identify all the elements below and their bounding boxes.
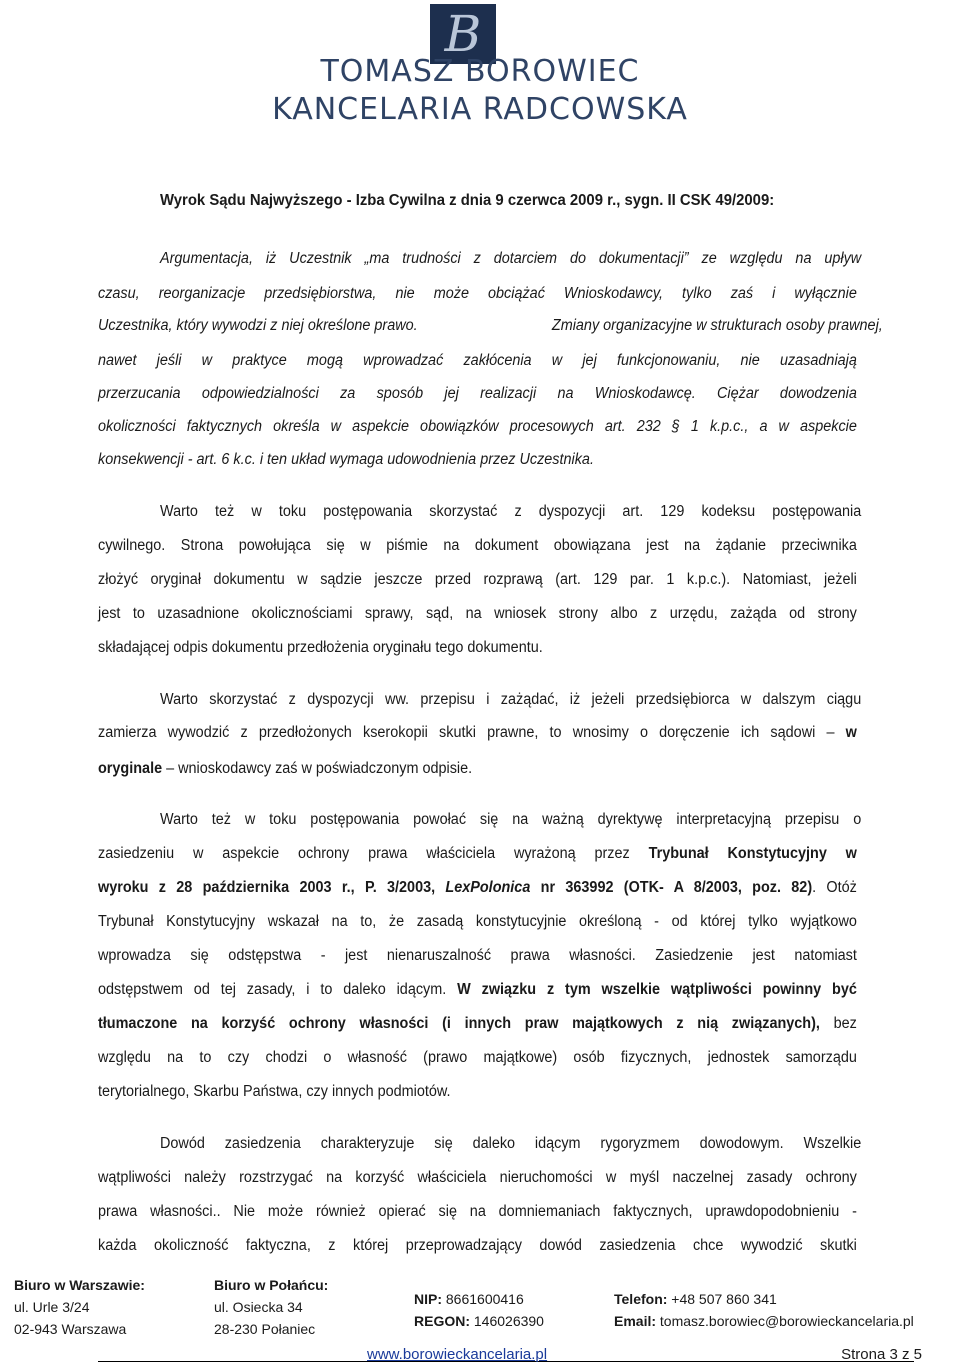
paragraph-line <box>98 842 857 866</box>
paragraph-line: Dowód zasiedzenia charakteryzuje się daleko idącym rygoryzmem dowodowym. Wszelkie <box>160 1135 862 1152</box>
footer-office-title: Biuro w Warszawie: <box>14 1277 145 1293</box>
page-number: Strona 3 z 5 <box>841 1346 922 1363</box>
logo-firm-name: TOMASZ BOROWIEC <box>320 54 640 89</box>
logo-monogram-letter: B <box>444 5 482 63</box>
text-run: . Otóż <box>812 879 857 896</box>
paragraph-line: wprowadza się odstępstwa - jest nienaruszalność prawa własności. Zasiedzenie jest natomiast <box>98 947 857 964</box>
footer-phone-label: Telefon: <box>614 1291 668 1307</box>
footer-regon <box>414 1310 544 1332</box>
paragraph-line: Warto skorzystać z dyspozycji ww. przepisu i zażądać, iż jeżeli przedsiębiorca w dalszym ciągu <box>160 691 862 708</box>
paragraph-line: konsekwencji - art. 6 k.c. i ten układ wymaga udowodnienia przez Uczestnika. <box>98 451 594 468</box>
footer-office-warszawa <box>14 1274 145 1340</box>
logo-firm-type: KANCELARIA RADCOWSKA <box>272 92 688 127</box>
paragraph-line: wątpliwości należy rozstrzygać na korzyść właściciela nieruchomości w myśl naczelnej zasady ochrony <box>98 1169 857 1186</box>
paragraph-line: Warto też w toku postępowania skorzystać z dyspozycji art. 129 kodeksu postępowania <box>160 503 862 520</box>
header-logo <box>0 0 960 135</box>
paragraph-line: każda okoliczność faktyczna, z której przeprowadzający dowód zasiedzenia chce wywodzić skutki <box>98 1237 857 1254</box>
paragraph-line: Trybunał Konstytucyjny wskazał na to, że zasadą konstytucyjnie określoną - od której tylko wyjątkowo <box>98 913 857 930</box>
footer-nip-value: 8661600416 <box>442 1291 524 1307</box>
paragraph-line: złożyć oryginał dokumentu w sądzie jeszcze przed rozprawą (art. 129 par. 1 k.p.c.). Natomiast, jeżeli <box>98 571 857 588</box>
paragraph-line: Warto też w toku postępowania powołać się na ważną dyrektywę interpretacyjną przepisu o <box>160 811 862 828</box>
footer-nip <box>414 1288 544 1310</box>
paragraph-line: okoliczności faktycznych określa w aspekcie obowiązków procesowych art. 232 § 1 k.p.c., a w aspekcie <box>98 418 857 435</box>
paragraph-line: terytorialnego, Skarbu Państwa, czy innych podmiotów. <box>98 1083 451 1100</box>
footer-regon-label: REGON: <box>414 1313 470 1329</box>
footer-office-polaniec <box>214 1274 328 1340</box>
footer-regon-value: 146026390 <box>470 1313 544 1329</box>
paragraph-line: Zmiany organizacyjne w strukturach osoby prawnej, <box>551 317 883 334</box>
text-run: – wnioskodawcy zaś w poświadczonym odpisie. <box>162 760 473 777</box>
document-heading: Wyrok Sądu Najwyższego - Izba Cywilna z dnia 9 czerwca 2009 r., sygn. II CSK 49/2009: <box>160 192 775 209</box>
text-run-bold: Trybunał Konstytucyjny w <box>648 845 857 862</box>
footer-email <box>614 1310 914 1332</box>
footer-office-title: Biuro w Połańcu: <box>214 1277 329 1293</box>
text-run-bold: tłumaczone na korzyść ochrony własności (i innych praw majątkowych z nią związanych), <box>98 1015 820 1032</box>
text-run-bold: w <box>845 724 857 741</box>
footer-contact <box>614 1288 914 1332</box>
paragraph-line: cywilnego. Strona powołująca się w piśmie na dokument obowiązana jest na żądanie przeciwnika <box>98 537 857 554</box>
footer-phone <box>614 1288 914 1310</box>
footer-office-city: 02-943 Warszawa <box>14 1321 127 1337</box>
text-run-bold: oryginale <box>98 760 163 777</box>
footer-nip-label: NIP: <box>414 1291 442 1307</box>
paragraph-line: przerzucania odpowiedzialności za sposób jej realizacji na Wnioskodawcę. Ciężar dowodzenia <box>98 385 857 402</box>
paragraph-line <box>98 876 857 900</box>
footer-phone-value: +48 507 860 341 <box>667 1291 777 1307</box>
text-run: zasiedzeniu w aspekcie ochrony prawa właściciela wyrażoną przez <box>98 845 649 862</box>
paragraph-line <box>98 757 857 781</box>
paragraph-line: Argumentacja, iż Uczestnik „ma trudności z dotarciem do dokumentacji” ze względu na upływ <box>160 250 862 267</box>
paragraph-line: Uczestnika, który wywodzi z niej określone prawo. <box>98 317 418 334</box>
paragraph-line: składającej odpis dokumentu przedłożenia oryginału tego dokumentu. <box>98 639 543 656</box>
text-run-bold-italic: LexPolonica <box>445 879 531 896</box>
footer-office-street: ul. Urle 3/24 <box>14 1299 90 1315</box>
paragraph-line: jest to uzasadnione okolicznościami sprawy, sąd, na wniosek strony albo z urzędu, zażąda od strony <box>98 605 857 622</box>
text-run-bold: nr 363992 (OTK- A 8/2003, poz. 82) <box>530 879 813 896</box>
text-run: zamierza wywodzić z przedłożonych kserokopii skutki prawne, to wnosimy o doręczenie ich sądowi – <box>98 724 846 741</box>
paragraph-line <box>98 721 857 745</box>
text-run-bold: W związku z tym wszelkie wątpliwości powinny być <box>457 981 857 998</box>
footer-website-link[interactable]: www.borowieckancelaria.pl <box>367 1346 548 1363</box>
footer-office-street: ul. Osiecka 34 <box>214 1299 303 1315</box>
paragraph-line: czasu, reorganizacje przedsiębiorstwa, nie może obciążać Wnioskodawcy, tylko zaś i wyłącznie <box>98 285 857 302</box>
text-run: bez <box>819 1015 857 1032</box>
footer-company-ids <box>414 1288 544 1332</box>
text-run-bold: wyroku z 28 października 2003 r., P. 3/2003, <box>98 879 446 896</box>
text-run: odstępstwem od tej zasady, i to daleko idącym. <box>98 981 458 998</box>
paragraph-line: prawa własności.. Nie może również opierać się na domniemaniach faktycznych, uprawdopodobnieniu - <box>98 1203 857 1220</box>
footer-email-value: tomasz.borowiec@borowieckancelaria.pl <box>656 1313 914 1329</box>
footer-office-city: 28-230 Połaniec <box>214 1321 316 1337</box>
paragraph-line: względu na to czy chodzi o własność (prawo majątkowe) osób fizycznych, jednostek samorządu <box>98 1049 857 1066</box>
paragraph-line <box>98 978 857 1002</box>
paragraph-line: nawet jeśli w praktyce mogą wprowadzać zakłócenia w jej funkcjonowaniu, nie uzasadniają <box>98 352 857 369</box>
paragraph-line <box>98 1012 857 1036</box>
footer-email-label: Email: <box>614 1313 657 1329</box>
